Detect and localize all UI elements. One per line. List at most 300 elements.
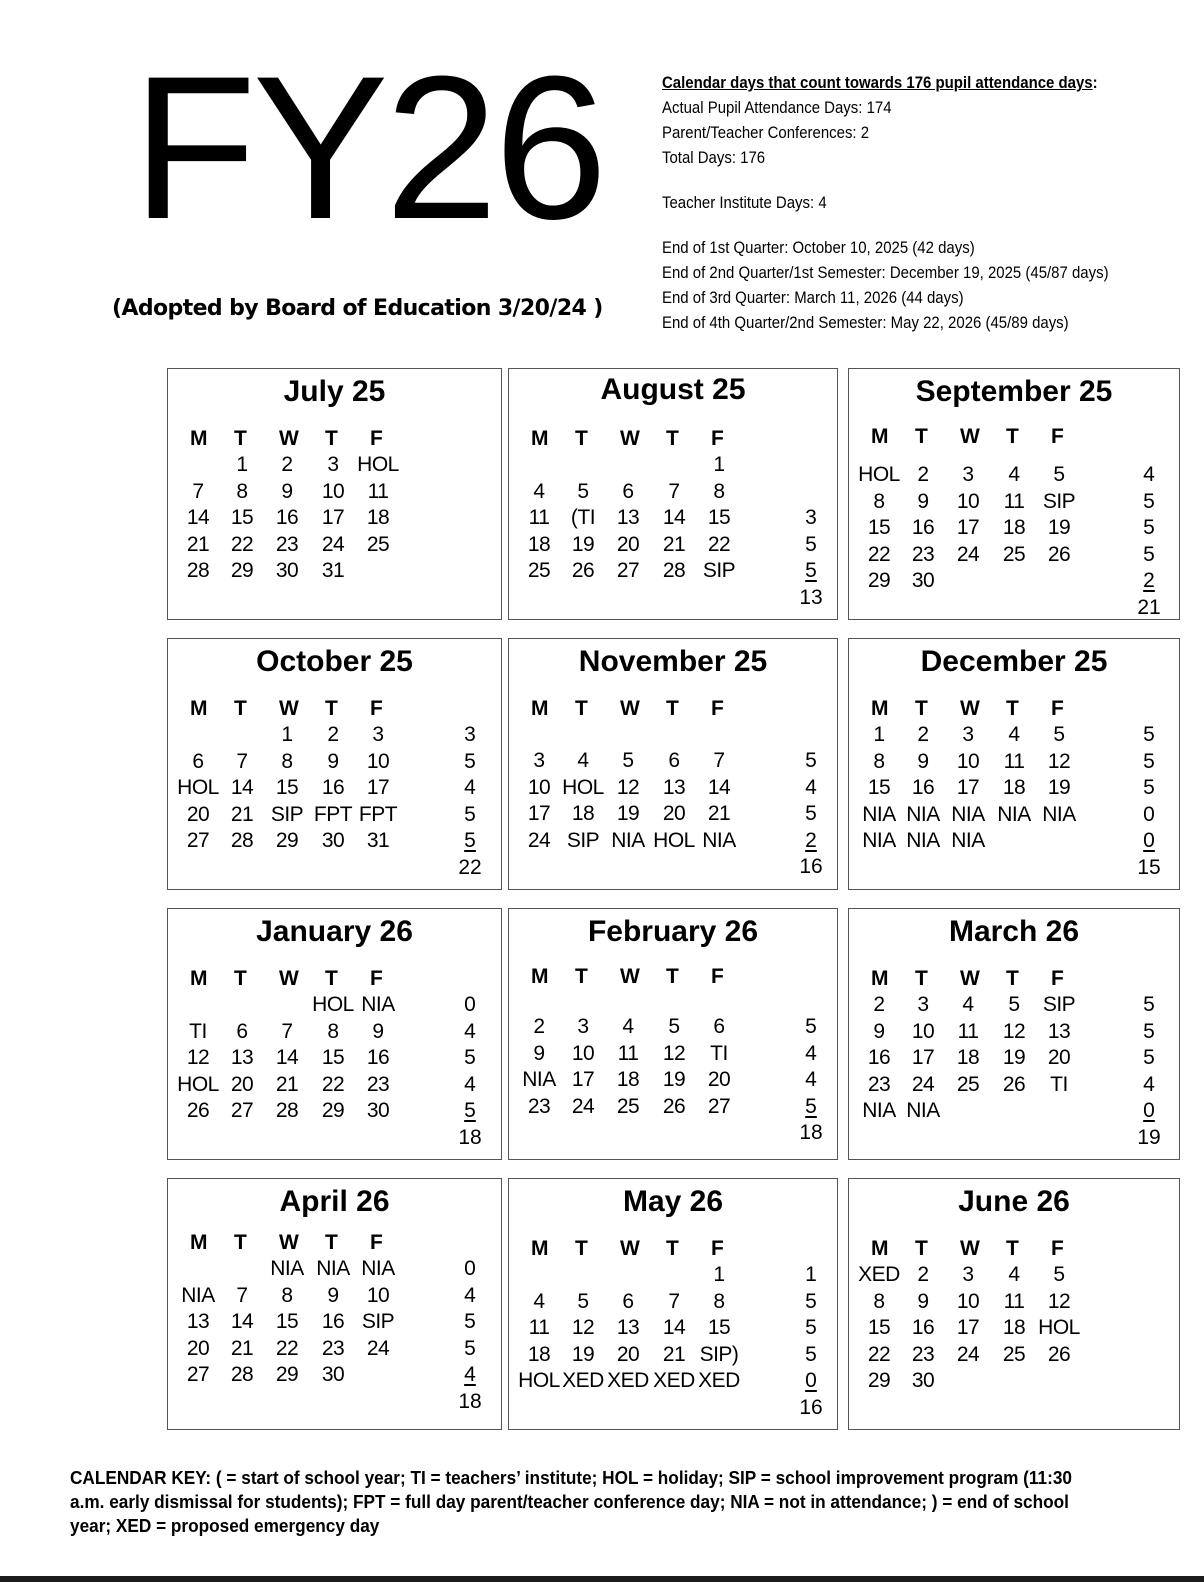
- adoption-note: (Adopted by Board of Education 3/20/24 ): [112, 296, 603, 321]
- day-cell: 3: [372, 723, 384, 746]
- day-cell: SIP: [270, 802, 304, 826]
- day-cell: HOL: [357, 453, 399, 476]
- day-cell: NIA: [361, 993, 395, 1016]
- day-cell: 2: [917, 463, 929, 486]
- day-cell: 5: [1053, 463, 1065, 486]
- weekday-header: T: [915, 967, 928, 990]
- day-cell: 30: [275, 559, 299, 582]
- day-cell: 9: [873, 1019, 885, 1043]
- day-cell: SIP: [1042, 489, 1076, 513]
- day-cell: 11: [617, 1041, 639, 1065]
- weekday-header: F: [1051, 425, 1064, 448]
- day-cell: NIA: [906, 1099, 940, 1122]
- week-day-count: 5: [805, 1289, 817, 1313]
- month-total-days: 13: [799, 585, 823, 609]
- weekday-header: M: [190, 427, 208, 450]
- day-cell: 11: [1003, 489, 1025, 513]
- day-cell: SIP: [566, 828, 600, 852]
- week-day-count: 3: [464, 723, 476, 746]
- month-calendar: [167, 1178, 502, 1430]
- day-cell: 26: [1047, 542, 1071, 566]
- weekday-header: W: [279, 697, 299, 720]
- week-day-count: 4: [464, 776, 476, 799]
- weekday-header: M: [531, 427, 549, 450]
- day-cell: 30: [366, 1099, 390, 1122]
- day-cell: XED: [607, 1369, 649, 1392]
- quarter-end-line: End of 1st Quarter: October 10, 2025 (42 days): [662, 238, 975, 257]
- weekday-header: F: [711, 1237, 724, 1260]
- day-cell: 5: [622, 749, 634, 772]
- day-cell: 3: [962, 463, 974, 486]
- day-cell: 19: [662, 1068, 686, 1091]
- weekday-header: W: [960, 1237, 980, 1260]
- week-day-count: 5: [805, 802, 817, 825]
- weekday-header: T: [666, 697, 679, 720]
- month-title: August 25: [600, 373, 746, 406]
- day-cell: 13: [230, 1046, 254, 1069]
- weekday-header: F: [1051, 1237, 1064, 1260]
- day-cell: 13: [616, 1316, 640, 1339]
- day-cell: 10: [366, 749, 390, 773]
- day-cell: 8: [713, 479, 725, 503]
- day-cell: 27: [186, 1363, 210, 1386]
- day-cell: 29: [275, 829, 299, 852]
- day-cell: 23: [527, 1094, 551, 1118]
- month-calendar: [848, 638, 1180, 890]
- week-day-count: 1: [805, 1263, 817, 1286]
- day-cell: 8: [327, 1019, 339, 1043]
- day-cell: 8: [873, 1289, 885, 1313]
- day-cell: 1: [713, 453, 725, 476]
- summary-line: Total Days: 176: [662, 148, 766, 167]
- day-cell: NIA: [181, 1283, 215, 1307]
- month-calendar: [848, 368, 1180, 620]
- day-cell: 1: [873, 723, 885, 746]
- day-cell: 5: [577, 1289, 589, 1313]
- day-cell: 8: [873, 489, 885, 513]
- day-cell: 21: [230, 802, 254, 826]
- month-title: March 26: [948, 915, 1080, 948]
- weekday-header: F: [1051, 697, 1064, 720]
- day-cell: 7: [236, 749, 248, 773]
- week-day-count: 5: [1143, 749, 1155, 773]
- week-day-count: 4: [805, 775, 817, 799]
- weekday-header: F: [711, 965, 724, 988]
- day-cell: 14: [662, 1316, 686, 1339]
- week-day-count: 4: [805, 1041, 817, 1065]
- day-cell: 4: [533, 479, 545, 503]
- month-total-days: 16: [799, 855, 823, 878]
- weekday-header: M: [871, 1237, 889, 1260]
- weekday-header: M: [871, 697, 889, 720]
- week-day-count: 5: [805, 1094, 817, 1118]
- week-day-count: 4: [1143, 463, 1155, 486]
- day-cell: 16: [366, 1046, 390, 1069]
- day-cell: 6: [192, 749, 204, 773]
- week-day-count: 4: [805, 1068, 817, 1091]
- day-cell: 22: [321, 1072, 345, 1096]
- month-total-days: 21: [1137, 595, 1161, 619]
- week-day-count: 5: [464, 1099, 476, 1122]
- week-day-count: 5: [464, 1336, 476, 1360]
- day-cell: 15: [707, 506, 731, 529]
- weekday-header: F: [1051, 967, 1064, 990]
- day-cell: 21: [662, 1342, 686, 1366]
- weekday-header: M: [190, 1231, 208, 1254]
- day-cell: 11: [367, 479, 389, 503]
- day-cell: 17: [571, 1068, 595, 1091]
- day-cell: 19: [1047, 516, 1071, 539]
- month-total-days: 19: [1137, 1125, 1161, 1149]
- day-cell: 15: [707, 1316, 731, 1339]
- day-cell: 11: [957, 1019, 979, 1043]
- day-cell: FPT: [313, 802, 353, 826]
- day-cell: 5: [1053, 723, 1065, 746]
- month-calendar: [848, 1178, 1180, 1430]
- day-cell: 8: [873, 749, 885, 773]
- weekday-header: W: [279, 1231, 299, 1254]
- day-cell: 25: [366, 532, 390, 556]
- day-cell: 25: [1002, 542, 1026, 566]
- day-cell: NIA: [906, 829, 940, 852]
- weekday-header: T: [575, 697, 588, 720]
- day-cell: 4: [962, 993, 974, 1016]
- week-day-count: 4: [464, 1283, 476, 1307]
- day-cell: 12: [1002, 1019, 1026, 1043]
- month-title: May 26: [622, 1185, 724, 1218]
- weekday-header: F: [370, 967, 383, 990]
- day-cell: 8: [236, 479, 248, 503]
- day-cell: HOL: [177, 1072, 219, 1096]
- weekday-header: T: [575, 427, 588, 450]
- week-day-count: 4: [464, 1363, 476, 1386]
- day-cell: NIA: [702, 828, 736, 852]
- day-cell: 30: [321, 1363, 345, 1386]
- day-cell: 14: [275, 1046, 299, 1069]
- day-cell: 17: [321, 506, 345, 529]
- quarter-end-line: End of 4th Quarter/2nd Semester: May 22, 2026 (45/89 days): [662, 313, 1069, 332]
- day-cell: 6: [668, 749, 680, 772]
- day-cell: 12: [186, 1046, 210, 1069]
- month-title: January 26: [256, 915, 413, 948]
- weekday-header: M: [190, 967, 208, 990]
- day-cell: 5: [577, 479, 589, 503]
- day-cell: 6: [236, 1019, 248, 1043]
- week-day-count: 0: [464, 1257, 476, 1280]
- day-cell: 11: [1003, 749, 1025, 773]
- day-cell: 21: [707, 802, 731, 825]
- day-cell: 9: [327, 1283, 339, 1307]
- day-cell: 18: [1002, 776, 1026, 799]
- day-cell: 18: [616, 1068, 640, 1091]
- day-cell: 26: [1002, 1072, 1026, 1096]
- weekday-header: W: [620, 965, 640, 988]
- day-cell: 22: [275, 1336, 299, 1360]
- day-cell: 27: [186, 829, 210, 852]
- summary-line: Teacher Institute Days: 4: [662, 193, 827, 212]
- day-cell: 25: [956, 1072, 980, 1096]
- day-cell: NIA: [862, 1099, 896, 1122]
- week-day-count: 5: [805, 559, 817, 582]
- day-cell: 1: [713, 1263, 725, 1286]
- quarter-end-line: End of 2nd Quarter/1st Semester: December 19, 2025 (45/87 days): [662, 263, 1109, 282]
- day-cell: 4: [1008, 1263, 1020, 1286]
- day-cell: 9: [327, 749, 339, 773]
- weekday-header: W: [960, 425, 980, 448]
- day-cell: 19: [1047, 776, 1071, 799]
- weekday-header: T: [325, 1231, 338, 1254]
- day-cell: 19: [1002, 1046, 1026, 1069]
- week-day-count: 5: [464, 802, 476, 826]
- day-cell: 30: [911, 569, 935, 592]
- month-calendar: [508, 908, 838, 1160]
- month-calendar: [508, 368, 838, 620]
- day-cell: 2: [873, 993, 885, 1016]
- day-cell: 23: [366, 1072, 390, 1096]
- day-cell: NIA: [997, 802, 1031, 826]
- month-title: September 25: [915, 375, 1113, 408]
- day-cell: 16: [321, 1310, 345, 1333]
- weekday-header: M: [531, 697, 549, 720]
- day-cell: NIA: [862, 829, 896, 852]
- day-cell: 31: [321, 559, 345, 582]
- day-cell: 20: [186, 802, 210, 826]
- day-cell: 8: [713, 1289, 725, 1313]
- day-cell: NIA: [862, 802, 896, 826]
- day-cell: 3: [962, 1263, 974, 1286]
- day-cell: 13: [186, 1310, 210, 1333]
- day-cell: 17: [527, 802, 551, 825]
- month-total-days: 16: [799, 1395, 823, 1419]
- week-day-count: 0: [464, 993, 476, 1016]
- day-cell: NIA: [951, 802, 985, 826]
- week-day-count: 5: [1143, 542, 1155, 566]
- day-cell: 16: [321, 776, 345, 799]
- weekday-header: W: [620, 697, 640, 720]
- day-cell: SIP: [1042, 993, 1076, 1016]
- day-cell: (TI: [570, 506, 596, 529]
- day-cell: 2: [917, 1263, 929, 1286]
- day-cell: 24: [571, 1094, 595, 1118]
- day-cell: 19: [616, 802, 640, 825]
- day-cell: 28: [275, 1099, 299, 1122]
- weekday-header: T: [1006, 1237, 1019, 1260]
- weekday-header: T: [234, 427, 247, 450]
- day-cell: HOL: [518, 1369, 560, 1392]
- day-cell: 20: [707, 1068, 731, 1091]
- day-cell: 15: [321, 1046, 345, 1069]
- day-cell: NIA: [1042, 802, 1076, 826]
- week-day-count: 4: [464, 1019, 476, 1043]
- day-cell: 15: [867, 776, 891, 799]
- day-cell: 7: [192, 479, 204, 503]
- day-cell: 12: [1047, 749, 1071, 773]
- weekday-header: T: [666, 1237, 679, 1260]
- day-cell: 23: [867, 1072, 891, 1096]
- day-cell: 15: [275, 776, 299, 799]
- day-cell: 23: [911, 1342, 935, 1366]
- day-cell: 21: [230, 1336, 254, 1360]
- month-total-days: 18: [458, 1389, 482, 1413]
- weekday-header: T: [1006, 425, 1019, 448]
- day-cell: 4: [622, 1015, 634, 1038]
- month-title: November 25: [578, 645, 768, 678]
- day-cell: 9: [917, 489, 929, 513]
- day-cell: 12: [1047, 1289, 1071, 1313]
- day-cell: 11: [1003, 1289, 1025, 1313]
- day-cell: 16: [911, 516, 935, 539]
- weekday-header: W: [279, 427, 299, 450]
- day-cell: 21: [275, 1072, 299, 1096]
- week-day-count: 5: [464, 1046, 476, 1069]
- day-cell: 18: [527, 532, 551, 556]
- day-cell: 10: [911, 1019, 935, 1043]
- week-day-count: 5: [1143, 1046, 1155, 1069]
- day-cell: 10: [956, 749, 980, 773]
- day-cell: 9: [281, 479, 293, 503]
- day-cell: 10: [956, 489, 980, 513]
- day-cell: 18: [527, 1342, 551, 1366]
- day-cell: 7: [236, 1283, 248, 1307]
- day-cell: 21: [186, 532, 210, 556]
- day-cell: 10: [321, 479, 345, 503]
- day-cell: SIP: [702, 559, 736, 582]
- day-cell: 17: [366, 776, 390, 799]
- day-cell: 9: [917, 749, 929, 773]
- quarter-end-line: End of 3rd Quarter: March 11, 2026 (44 days): [662, 288, 964, 307]
- day-cell: 29: [230, 559, 254, 582]
- bottom-bar: [0, 1576, 1204, 1582]
- summary-line: Parent/Teacher Conferences: 2: [662, 123, 870, 142]
- week-day-count: 4: [1143, 1072, 1155, 1096]
- month-title: April 26: [279, 1185, 390, 1218]
- day-cell: 20: [1047, 1046, 1071, 1069]
- day-cell: 21: [662, 532, 686, 556]
- day-cell: 31: [366, 829, 390, 852]
- day-cell: 6: [622, 479, 634, 503]
- month-title: December 25: [920, 645, 1108, 678]
- weekday-header: W: [960, 967, 980, 990]
- day-cell: 22: [230, 532, 254, 556]
- week-day-count: 5: [1143, 993, 1155, 1016]
- day-cell: 30: [321, 829, 345, 852]
- day-cell: XED: [858, 1263, 900, 1286]
- day-cell: 22: [867, 1342, 891, 1366]
- day-cell: 12: [571, 1316, 595, 1339]
- day-cell: 25: [527, 559, 551, 582]
- day-cell: 28: [230, 829, 254, 852]
- month-total-days: 18: [799, 1121, 823, 1144]
- day-cell: SIP): [699, 1342, 739, 1366]
- day-cell: 1: [281, 723, 293, 746]
- calendar-key: CALENDAR KEY: ( = start of school year; TI = teachers’ institute; HOL = holiday; SIP = school improvement program (11:30 a.m. early dismissal for students); FPT = full day parent/teacher conference day; NIA = not in attendance; ) = end of school year; XED = proposed emergency day: [70, 1467, 1072, 1536]
- month-calendar: [167, 368, 502, 620]
- weekday-header: T: [575, 1237, 588, 1260]
- month-total-days: 15: [1137, 855, 1161, 879]
- day-cell: 10: [956, 1289, 980, 1313]
- weekday-header: W: [279, 967, 299, 990]
- weekday-header: T: [915, 425, 928, 448]
- day-cell: 29: [321, 1099, 345, 1122]
- day-cell: NIA: [316, 1257, 350, 1280]
- day-cell: NIA: [906, 802, 940, 826]
- day-cell: 6: [713, 1015, 725, 1038]
- day-cell: HOL: [1038, 1316, 1080, 1339]
- day-cell: 26: [1047, 1342, 1071, 1366]
- day-cell: HOL: [562, 775, 604, 799]
- attendance-summary-heading: Calendar days that count towards 176 pupil attendance days:: [662, 73, 1098, 92]
- month-total-days: 22: [458, 855, 482, 879]
- day-cell: 25: [616, 1094, 640, 1118]
- day-cell: 27: [230, 1099, 254, 1122]
- week-day-count: 0: [805, 1369, 817, 1392]
- day-cell: 1: [236, 453, 248, 476]
- month-calendar: [508, 1178, 838, 1430]
- day-cell: 18: [571, 802, 595, 825]
- day-cell: 13: [616, 506, 640, 529]
- day-cell: 19: [571, 532, 595, 556]
- weekday-header: M: [531, 965, 549, 988]
- day-cell: 23: [321, 1336, 345, 1360]
- week-day-count: 5: [1143, 776, 1155, 799]
- day-cell: 7: [281, 1019, 293, 1043]
- weekday-header: M: [190, 697, 208, 720]
- day-cell: 10: [366, 1283, 390, 1307]
- day-cell: 3: [327, 453, 339, 476]
- day-cell: 30: [911, 1369, 935, 1392]
- month-calendar: [508, 638, 838, 890]
- week-day-count: 5: [805, 1015, 817, 1038]
- day-cell: XED: [698, 1369, 740, 1392]
- day-cell: TI: [189, 1019, 207, 1043]
- day-cell: 10: [571, 1041, 595, 1065]
- day-cell: 17: [911, 1046, 935, 1069]
- day-cell: 22: [867, 542, 891, 566]
- day-cell: 20: [186, 1336, 210, 1360]
- day-cell: 20: [662, 802, 686, 825]
- day-cell: 24: [956, 1342, 980, 1366]
- week-day-count: 5: [805, 1342, 817, 1366]
- month-title: February 26: [587, 915, 759, 948]
- weekday-header: F: [370, 1231, 383, 1254]
- day-cell: 15: [867, 516, 891, 539]
- day-cell: TI: [1050, 1072, 1068, 1096]
- weekday-header: F: [711, 427, 724, 450]
- summary-line: Actual Pupil Attendance Days: 174: [662, 98, 892, 117]
- day-cell: 27: [707, 1094, 731, 1118]
- day-cell: 18: [1002, 516, 1026, 539]
- day-cell: HOL: [653, 828, 695, 852]
- day-cell: 8: [281, 749, 293, 773]
- day-cell: TI: [710, 1041, 728, 1065]
- weekday-header: T: [325, 427, 338, 450]
- day-cell: 11: [528, 506, 550, 529]
- day-cell: 14: [707, 775, 731, 799]
- week-day-count: 2: [1143, 569, 1155, 592]
- day-cell: 15: [275, 1310, 299, 1333]
- day-cell: 18: [956, 1046, 980, 1069]
- day-cell: 26: [662, 1094, 686, 1118]
- day-cell: 15: [867, 1316, 891, 1339]
- day-cell: HOL: [177, 776, 219, 799]
- day-cell: 9: [533, 1041, 545, 1065]
- day-cell: 19: [571, 1342, 595, 1366]
- day-cell: 28: [186, 559, 210, 582]
- week-day-count: 5: [805, 532, 817, 556]
- day-cell: 26: [186, 1099, 210, 1122]
- day-cell: 4: [1008, 463, 1020, 486]
- weekday-header: T: [234, 967, 247, 990]
